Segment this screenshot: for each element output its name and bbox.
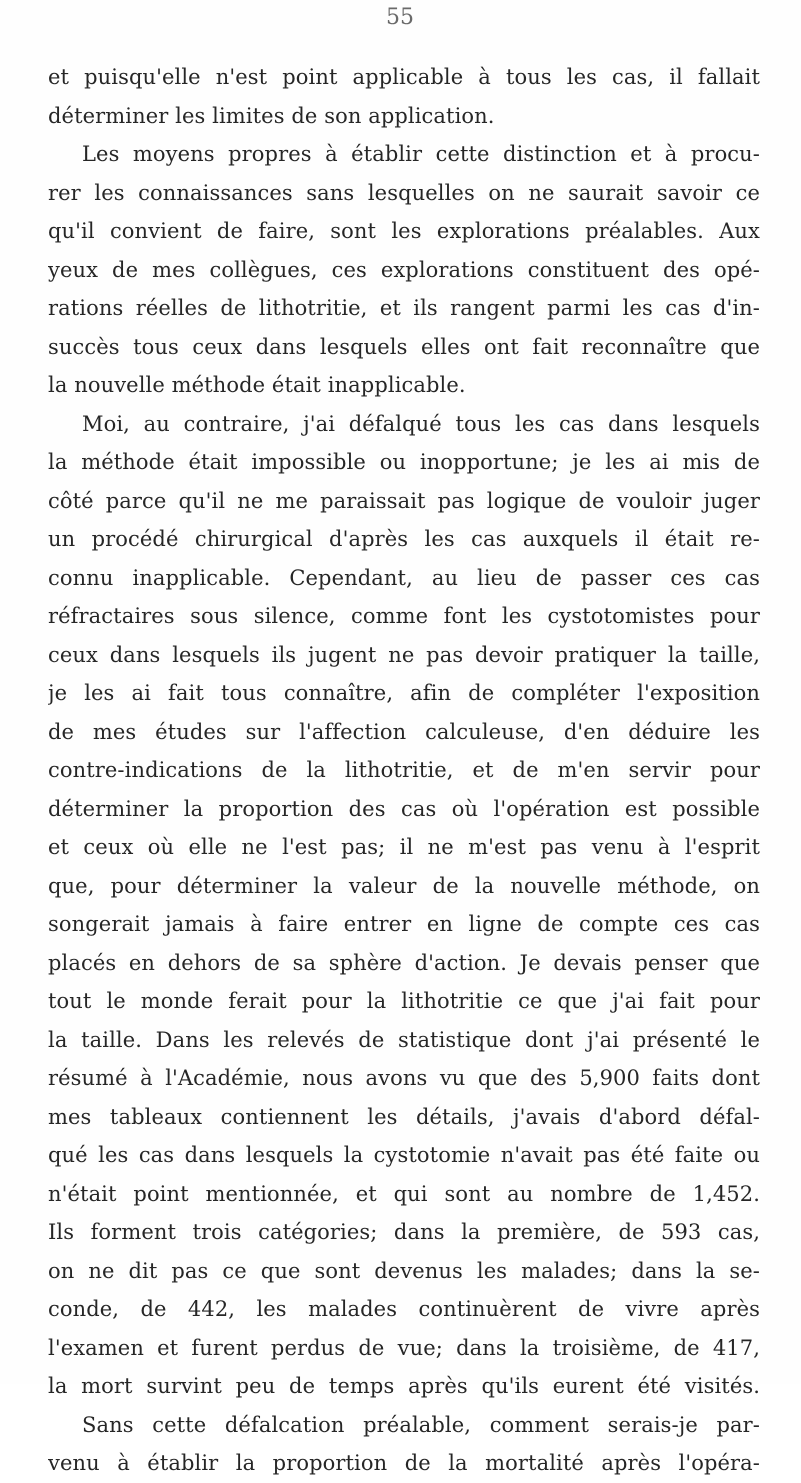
text-line: tout le monde ferait pour la lithotritie ce que j'ai fait pour [48, 989, 760, 1013]
body-text [48, 58, 760, 1483]
text-line: la nouvelle méthode était inapplicable. [48, 373, 466, 397]
paragraph-start-line: Sans cette défalcation préalable, comment serais-je par- [82, 1412, 760, 1437]
text-line: déterminer la proportion des cas où l'opération est possible [48, 796, 760, 821]
text-line: la méthode était impossible ou inopportune; je les ai mis de [48, 450, 760, 474]
text-line: et ceux où elle ne l'est pas; il ne m'est pas venu à l'esprit [48, 835, 760, 859]
text-line: la mort survint peu de temps après qu'ils eurent été visités. [48, 1374, 760, 1398]
text-line: côté parce qu'il ne me paraissait pas logique de vouloir juger [48, 488, 760, 513]
paragraph-start-line: Les moyens propres à établir cette distinction et à procu- [82, 142, 760, 166]
text-line: rations réelles de lithotritie, et ils rangent parmi les cas d'in- [48, 296, 760, 320]
text-line: la taille. Dans les relevés de statistique dont j'ai présenté le [48, 1027, 760, 1052]
text-line: songerait jamais à faire entrer en ligne de compte ces cas [48, 912, 760, 936]
text-line: déterminer les limites de son application. [48, 103, 495, 128]
text-line: venu à établir la proportion de la mortalité après l'opéra- [48, 1451, 760, 1475]
text-line: conde, de 442, les malades continuèrent de vivre après [48, 1297, 760, 1321]
paragraph-start-line: Moi, au contraire, j'ai défalqué tous les cas dans lesquels [82, 411, 760, 436]
text-line: de mes études sur l'affection calculeuse, d'en déduire les [48, 719, 760, 744]
page-number: 55 [386, 5, 414, 30]
text-line: mes tableaux contiennent les détails, j'avais d'abord défal- [48, 1104, 760, 1129]
text-line: rer les connaissances sans lesquelles on ne saurait savoir ce [48, 180, 760, 205]
text-line: ceux dans lesquels ils jugent ne pas devoir pratiquer la taille, [48, 642, 760, 667]
text-line: on ne dit pas ce que sont devenus les malades; dans la se- [48, 1258, 760, 1283]
text-line: que, pour déterminer la valeur de la nouvelle méthode, on [48, 873, 760, 898]
text-line: qu'il convient de faire, sont les explorations préalables. Aux [48, 219, 760, 243]
text-line: qué les cas dans lesquels la cystotomie n'avait pas été faite ou [48, 1143, 760, 1167]
text-line: un procédé chirurgical d'après les cas auxquels il était re- [48, 527, 760, 551]
text-line: succès tous ceux dans lesquels elles ont fait reconnaître que [48, 334, 760, 359]
text-line: et puisqu'elle n'est point applicable à tous les cas, il fallait [48, 65, 760, 89]
text-line: contre-indications de la lithotritie, et de m'en servir pour [48, 758, 760, 782]
text-line: n'était point mentionnée, et qui sont au nombre de 1,452. [48, 1181, 760, 1206]
text-line: je les ai fait tous connaître, afin de compléter l'exposition [48, 681, 760, 705]
text-line: yeux de mes collègues, ces explorations constituent des opé- [48, 257, 760, 282]
text-line: placés en dehors de sa sphère d'action. Je devais penser que [48, 950, 760, 975]
text-line: l'examen et furent perdus de vue; dans la troisième, de 417, [48, 1335, 760, 1360]
text-line: connu inapplicable. Cependant, au lieu de passer ces cas [48, 565, 760, 590]
text-line: résumé à l'Académie, nous avons vu que des 5,900 faits dont [48, 1066, 760, 1090]
text-line: réfractaires sous silence, comme font les cystotomistes pour [48, 604, 760, 628]
text-line: Ils forment trois catégories; dans la première, de 593 cas, [48, 1220, 760, 1244]
